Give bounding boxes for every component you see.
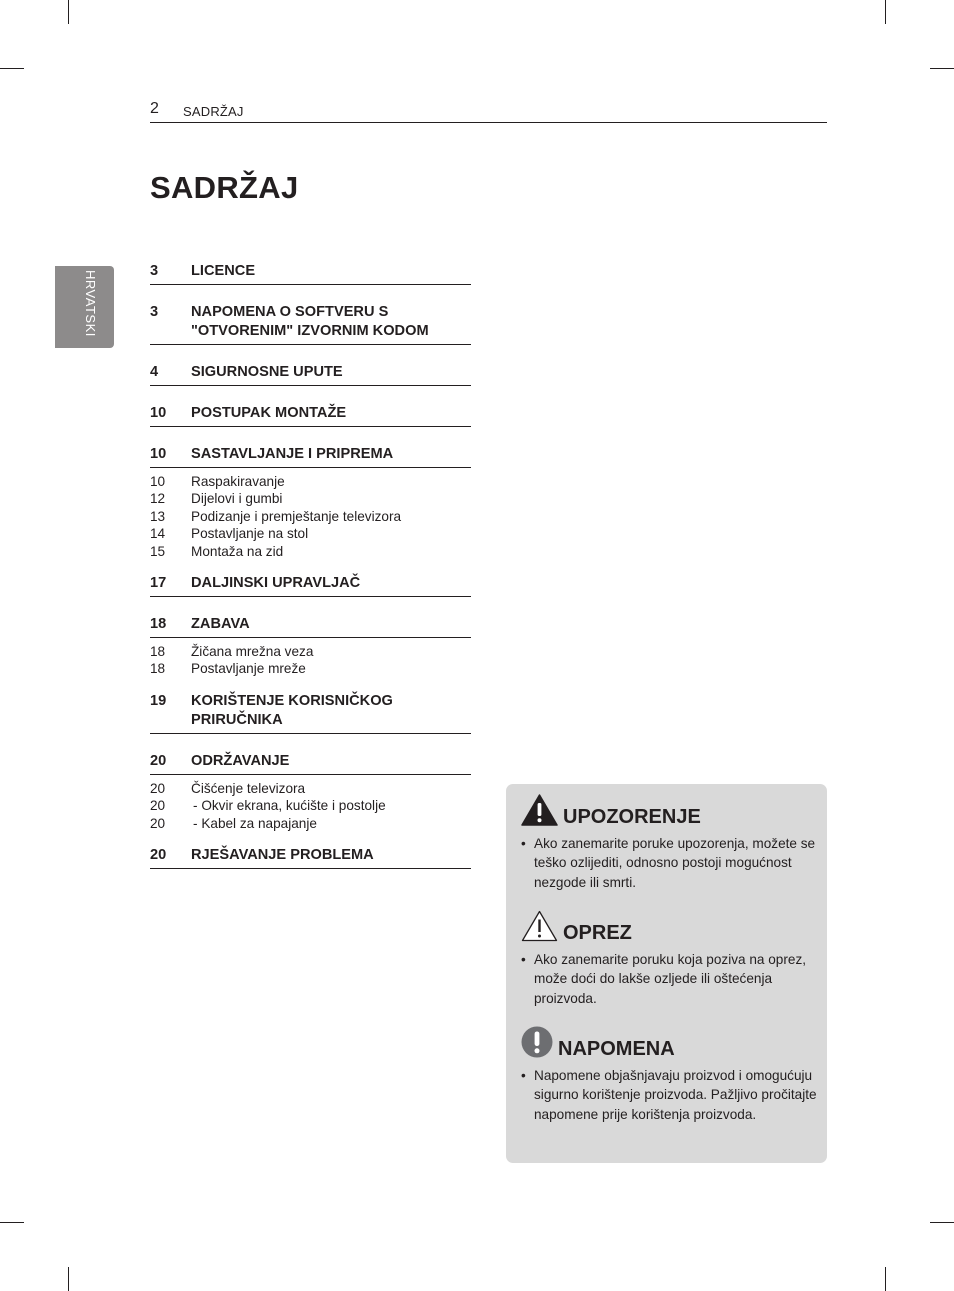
toc-subitem-page: 20	[150, 798, 166, 814]
toc-section	[150, 574, 471, 597]
note-text: • Napomene objašnjavaju proizvod i omogućuju sigurno korištenje proizvoda. Pažljivo pročitajte napomene prije korištenja proizvoda.	[521, 1066, 817, 1124]
toc-subitem-page: 18	[150, 661, 166, 677]
toc-subitem[interactable]	[150, 490, 471, 507]
warning-text: • Ako zanemarite poruke upozorenja, možete se teško ozlijediti, odnosno postoji mogućnost nezgode ili smrti.	[521, 834, 817, 892]
toc-subitem-page: 15	[150, 543, 166, 559]
crop-mark	[68, 0, 69, 24]
toc-subitem-page: 13	[150, 508, 166, 524]
toc-page-number: 3	[150, 263, 159, 279]
toc-subitems	[150, 473, 471, 560]
caution-text: • Ako zanemarite poruku koja poziva na oprez, može doći do lakše ozljede ili oštećenja proizvoda.	[521, 950, 817, 1008]
toc-section-heading[interactable]	[150, 363, 471, 386]
crop-mark	[885, 0, 886, 24]
page-title: SADRŽAJ	[150, 170, 299, 205]
toc-section-heading[interactable]	[150, 692, 471, 734]
notice-box	[506, 784, 827, 1163]
language-tab	[55, 266, 114, 348]
toc-subitems	[150, 780, 471, 832]
toc-section-title: LICENCE	[191, 263, 256, 279]
crop-mark	[885, 1267, 886, 1291]
toc-subitem[interactable]	[150, 508, 471, 525]
crop-mark	[0, 1222, 24, 1223]
toc-section-heading[interactable]	[150, 445, 471, 468]
toc-section-heading[interactable]	[150, 574, 471, 597]
toc-section	[150, 615, 471, 678]
toc-section-heading[interactable]	[150, 752, 471, 775]
toc-page-number: 10	[150, 446, 167, 462]
toc-section-title: SIGURNOSNE UPUTE	[191, 364, 343, 380]
toc-section	[150, 363, 471, 386]
toc-page-number: 10	[150, 405, 167, 421]
table-of-contents	[150, 262, 471, 887]
toc-subitem[interactable]	[150, 797, 471, 814]
crop-mark	[930, 68, 954, 69]
toc-page-number: 18	[150, 616, 167, 633]
toc-section	[150, 262, 471, 285]
toc-subitem-page: 10	[150, 474, 166, 489]
toc-subitem[interactable]	[150, 543, 471, 560]
toc-section-title: SASTAVLJANJE I PRIPREMA	[191, 446, 394, 462]
toc-section-title: RJEŠAVANJE PROBLEMA	[191, 847, 374, 864]
toc-subitem-title: Dijelovi i gumbi	[191, 491, 283, 507]
toc-subitem-title: Čišćenje televizora	[191, 780, 306, 796]
caution-triangle-outline-icon	[521, 910, 558, 942]
crop-mark	[68, 1267, 69, 1291]
crop-mark	[930, 1222, 954, 1223]
toc-subitem-title: Raspakiravanje	[191, 474, 285, 489]
toc-subitem-title: - Okvir ekrana, kućište i postolje	[191, 797, 386, 814]
toc-subitem-title: Montaža na zid	[191, 543, 284, 559]
toc-section	[150, 846, 471, 869]
toc-section-heading[interactable]	[150, 404, 471, 427]
toc-section	[150, 404, 471, 427]
toc-subitem-page: 20	[150, 815, 166, 831]
exclamation-circle-icon	[521, 1026, 553, 1058]
warning-title: UPOZORENJE	[563, 806, 701, 828]
toc-subitem[interactable]	[150, 643, 471, 660]
toc-subitem-page: 14	[150, 526, 166, 542]
toc-page-number: 4	[150, 364, 159, 380]
caution-notice	[521, 910, 817, 1008]
toc-section	[150, 752, 471, 832]
toc-section-title: NAPOMENA O SOFTVERU S "OTVORENIM" IZVORNIM KODOM	[191, 304, 429, 339]
toc-page-number: 17	[150, 575, 167, 592]
warning-notice	[521, 794, 817, 892]
toc-section-title: DALJINSKI UPRAVLJAČ	[191, 575, 361, 592]
page-header	[150, 100, 827, 123]
toc-section-title: POSTUPAK MONTAŽE	[191, 405, 347, 421]
toc-section-heading[interactable]	[150, 615, 471, 638]
toc-subitem-page: 20	[150, 780, 166, 796]
toc-subitem-page: 18	[150, 644, 166, 660]
toc-section-title: ZABAVA	[191, 616, 250, 633]
warning-triangle-filled-icon	[521, 794, 558, 826]
toc-subitem[interactable]	[150, 815, 471, 832]
toc-page-number: 3	[150, 304, 159, 320]
toc-section	[150, 692, 471, 734]
page-number: 2	[150, 100, 159, 117]
toc-subitem-title: Postavljanje na stol	[191, 526, 309, 542]
toc-section-title: KORIŠTENJE KORISNIČKOG PRIRUČNIKA	[191, 692, 393, 728]
toc-subitem[interactable]	[150, 780, 471, 797]
toc-page-number: 19	[150, 692, 167, 709]
note-title: NAPOMENA	[558, 1038, 675, 1060]
caution-title: OPREZ	[563, 922, 632, 944]
running-title: SADRŽAJ	[183, 104, 244, 119]
toc-subitem[interactable]	[150, 660, 471, 677]
toc-page-number: 20	[150, 752, 167, 769]
toc-section-heading[interactable]	[150, 846, 471, 869]
toc-subitem-title: Žičana mrežna veza	[191, 644, 314, 660]
toc-subitems	[150, 643, 471, 678]
toc-section	[150, 445, 471, 560]
toc-page-number: 20	[150, 847, 167, 864]
toc-subitem-title: - Kabel za napajanje	[191, 815, 317, 832]
language-tab-label: HRVATSKI	[83, 270, 98, 337]
toc-subitem-title: Postavljanje mreže	[191, 661, 306, 677]
toc-subitem[interactable]	[150, 525, 471, 542]
toc-section-heading[interactable]	[150, 262, 471, 285]
toc-subitem-title: Podizanje i premještanje televizora	[191, 508, 402, 524]
note-notice	[521, 1026, 817, 1124]
toc-subitem-page: 12	[150, 491, 166, 507]
toc-section-heading[interactable]	[150, 303, 471, 345]
toc-subitem[interactable]	[150, 473, 471, 490]
toc-section	[150, 303, 471, 345]
toc-section-title: ODRŽAVANJE	[191, 752, 290, 769]
crop-mark	[0, 68, 24, 69]
